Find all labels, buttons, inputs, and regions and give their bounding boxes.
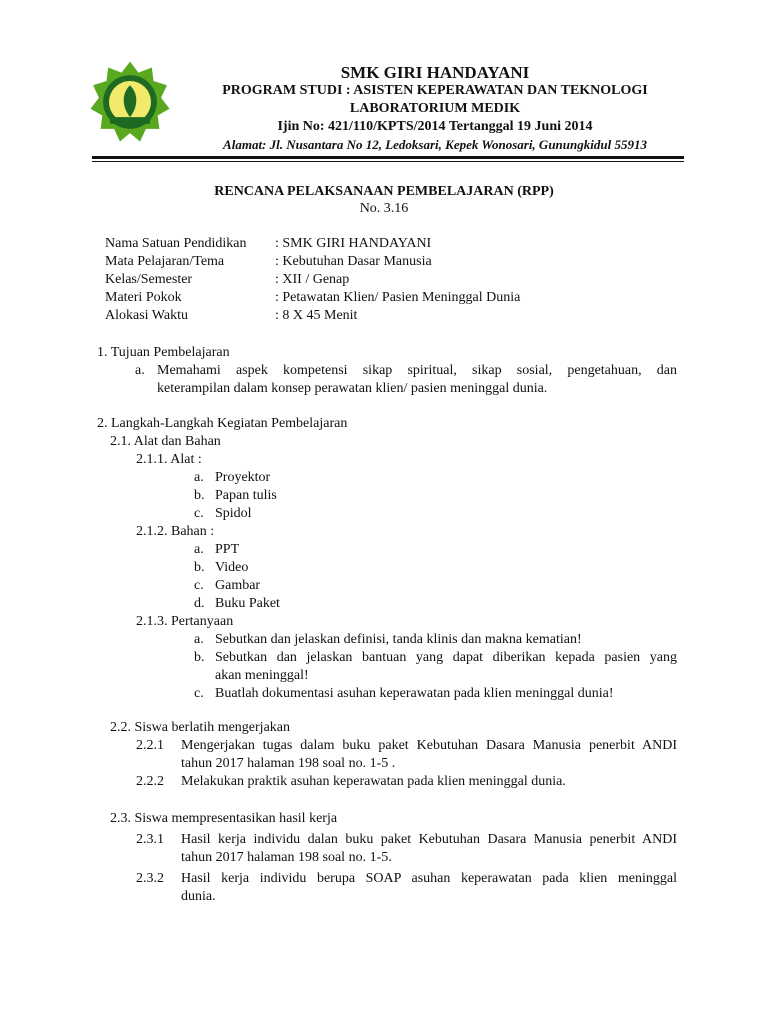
subsection-2-2: 2.2. Siswa berlatih mengerjakan (110, 720, 291, 735)
document-title: RENCANA PELAKSANAAN PEMBELAJARAN (RPP) (214, 184, 554, 199)
list-item: Gambar (215, 578, 261, 593)
list-item: Video (215, 560, 249, 575)
permit-line: Ijin No: 421/110/KPTS/2014 Tertanggal 19 Juni 2014 (277, 119, 593, 134)
info-label: Nama Satuan Pendidikan (105, 236, 247, 251)
item-2-3-2 (181, 870, 677, 906)
item-2-2-2: Melakukan praktik asuhan keperawatan pada klien meninggal dunia. (181, 774, 566, 789)
school-logo-icon (88, 60, 172, 144)
info-value: : Petawatan Klien/ Pasien Meninggal Dunia (275, 290, 521, 305)
list-marker: c. (194, 686, 204, 701)
info-value: : 8 X 45 Menit (275, 308, 358, 323)
info-value: : Kebutuhan Dasar Manusia (275, 254, 432, 269)
header-rule-thin (92, 161, 684, 162)
lab-line: LABORATORIUM MEDIK (349, 101, 521, 116)
list-marker: b. (194, 560, 205, 575)
item-number: 2.3.2 (136, 871, 164, 886)
subsection-2-1: 2.1. Alat dan Bahan (110, 434, 221, 449)
info-value: : XII / Genap (275, 272, 350, 287)
list-item: Proyektor (215, 470, 271, 485)
item-number: 2.2.1 (136, 738, 164, 753)
list-marker: a. (194, 542, 204, 557)
item-2-3-1 (181, 831, 677, 867)
list-marker: a. (194, 632, 204, 647)
objective-line-1: Memahami aspek kompetensi sikap spiritual, sikap sosial, pengetahuan, dan (157, 363, 677, 378)
info-value: : SMK GIRI HANDAYANI (275, 236, 432, 251)
list-item: Spidol (215, 506, 252, 521)
list-item: Papan tulis (215, 488, 277, 503)
item-2-3-1-line-1: Hasil kerja individu dalan buku paket Kebutuhan Dasara Manusia penerbit ANDI (181, 832, 677, 847)
item-2-3-2-line-1: Hasil kerja individu berupa SOAP asuhan keperawatan pada klien meninggal (181, 871, 677, 886)
program-line: PROGRAM STUDI : ASISTEN KEPERAWATAN DAN TEKNOLOGI (222, 83, 648, 98)
list-item: Buku Paket (215, 596, 280, 611)
item-2-2-1-line-2: tahun 2017 halaman 198 soal no. 1-5 . (181, 756, 396, 771)
section-2-heading: 2. Langkah-Langkah Kegiatan Pembelajaran (97, 416, 348, 431)
list-marker: a. (194, 470, 204, 485)
item-number: 2.3.1 (136, 832, 164, 847)
school-name: SMK GIRI HANDAYANI (340, 63, 530, 82)
info-label: Alokasi Waktu (105, 308, 188, 323)
subsection-2-1-2: 2.1.2. Bahan : (136, 524, 215, 539)
question-b (215, 649, 677, 685)
list-marker: c. (194, 578, 204, 593)
subsection-2-1-3: 2.1.3. Pertanyaan (136, 614, 234, 629)
subsection-2-1-1: 2.1.1. Alat : (136, 452, 202, 467)
list-item: PPT (215, 542, 240, 557)
info-label: Materi Pokok (105, 290, 182, 305)
question-b-line-2: akan meninggal! (215, 668, 309, 683)
header-rule-thick (92, 156, 684, 159)
list-marker: b. (194, 650, 205, 665)
item-2-2-1 (181, 737, 677, 773)
objective-text (157, 362, 677, 398)
list-marker: b. (194, 488, 205, 503)
subsection-2-3: 2.3. Siswa mempresentasikan hasil kerja (110, 811, 338, 826)
list-marker: a. (135, 363, 145, 378)
info-label: Kelas/Semester (105, 272, 193, 287)
list-marker: d. (194, 596, 205, 611)
item-2-2-1-line-1: Mengerjakan tugas dalam buku paket Kebutuhan Dasara Manusia penerbit ANDI (181, 738, 677, 753)
item-2-3-2-line-2: dunia. (181, 889, 216, 904)
info-label: Mata Pelajaran/Tema (105, 254, 225, 269)
question-c: Buatlah dokumentasi asuhan keperawatan pada klien meninggal dunia! (215, 686, 614, 701)
question-b-line-1: Sebutkan dan jelaskan bantuan yang dapat diberikan kepada pasien yang (215, 650, 677, 665)
address-line: Alamat: Jl. Nusantara No 12, Ledoksari, Kepek Wonosari, Gunungkidul 55913 (223, 137, 647, 152)
question-a: Sebutkan dan jelaskan definisi, tanda klinis dan makna kematian! (215, 632, 582, 647)
list-marker: c. (194, 506, 204, 521)
item-number: 2.2.2 (136, 774, 164, 789)
section-1-heading: 1. Tujuan Pembelajaran (97, 345, 230, 360)
item-2-3-1-line-2: tahun 2017 halaman 198 soal no. 1-5. (181, 850, 392, 865)
document-number: No. 3.16 (359, 201, 409, 216)
objective-line-2: keterampilan dalam konsep perawatan klien/ pasien meninggal dunia. (157, 381, 548, 396)
